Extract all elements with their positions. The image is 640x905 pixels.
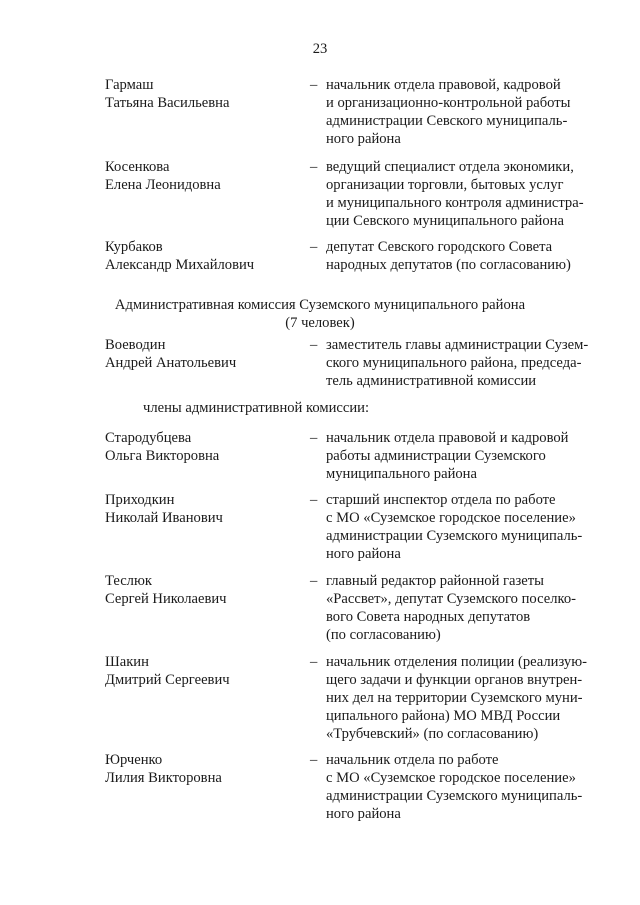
member-position (326, 76, 601, 148)
dash: – (310, 430, 318, 446)
member-position (326, 158, 601, 230)
surname: Курбаков (105, 239, 163, 255)
given-names: Александр Михайлович (105, 257, 255, 273)
given-names: Сергей Николаевич (105, 591, 227, 607)
position-line: ного района (326, 806, 401, 822)
member-name (105, 238, 295, 274)
member-position (326, 238, 601, 274)
commission-heading (0, 296, 640, 332)
position-line: ведущий специалист отдела экономики, (326, 159, 574, 175)
position-line: народных депутатов (по согласованию) (326, 257, 571, 273)
member-name (105, 336, 295, 372)
dash: – (310, 654, 318, 670)
given-names: Николай Иванович (105, 510, 223, 526)
dash: – (310, 159, 318, 175)
member-position (326, 336, 601, 390)
given-names: Андрей Анатольевич (105, 355, 237, 371)
position-line: администрации Суземского муниципаль- (326, 528, 583, 544)
dash: – (310, 492, 318, 508)
surname: Стародубцева (105, 430, 192, 446)
position-line: начальник отдела правовой, кадровой (326, 77, 561, 93)
surname: Воеводин (105, 337, 166, 353)
position-line: старший инспектор отдела по работе (326, 492, 556, 508)
member-name (105, 158, 295, 194)
position-line: ципального района) МО МВД России (326, 708, 561, 724)
dash: – (310, 239, 318, 255)
position-line: ного района (326, 131, 401, 147)
surname: Гармаш (105, 77, 154, 93)
position-line: муниципального района (326, 466, 477, 482)
given-names: Лилия Викторовна (105, 770, 222, 786)
dash: – (310, 752, 318, 768)
member-name (105, 653, 295, 689)
given-names: Елена Леонидовна (105, 177, 221, 193)
given-names: Ольга Викторовна (105, 448, 220, 464)
surname: Юрченко (105, 752, 163, 768)
position-line: щего задачи и функции органов внутрен- (326, 672, 583, 688)
surname: Шакин (105, 654, 149, 670)
commission-title: Административная комиссия Суземского муниципального района (114, 297, 526, 313)
position-line: них дел на территории Суземского муни- (326, 690, 583, 706)
position-line: вого Совета народных депутатов (326, 609, 531, 625)
position-line: ного района (326, 546, 401, 562)
position-line: тель административной комиссии (326, 373, 537, 389)
member-position (326, 751, 601, 823)
member-name (105, 76, 295, 112)
member-position (326, 653, 601, 743)
members-heading: члены административной комиссии: (143, 400, 370, 416)
member-position (326, 491, 601, 563)
member-name (105, 751, 295, 787)
dash: – (310, 573, 318, 589)
member-name (105, 572, 295, 608)
position-line: начальник отделения полиции (реализую- (326, 654, 587, 670)
position-line: начальник отдела по работе (326, 752, 499, 768)
position-line: заместитель главы администрации Сузем- (326, 337, 589, 353)
commission-count: (7 человек) (285, 315, 355, 331)
given-names: Татьяна Васильевна (105, 95, 230, 111)
position-line: администрации Суземского муниципаль- (326, 788, 583, 804)
position-line: организации торговли, бытовых услуг (326, 177, 564, 193)
surname: Теслюк (105, 573, 152, 589)
dash: – (310, 77, 318, 93)
position-line: ции Севского муниципального района (326, 213, 564, 229)
position-line: с МО «Суземское городское поселение» (326, 510, 576, 526)
position-line: «Рассвет», депутат Суземского поселко- (326, 591, 577, 607)
position-line: главный редактор районной газеты (326, 573, 544, 589)
position-line: (по согласованию) (326, 627, 441, 643)
page-number: 23 (312, 41, 328, 57)
member-name (105, 429, 295, 465)
surname: Косенкова (105, 159, 170, 175)
position-line: ского муниципального района, председа- (326, 355, 582, 371)
position-line: депутат Севского городского Совета (326, 239, 553, 255)
position-line: «Трубчевский» (по согласованию) (326, 726, 539, 742)
member-position (326, 429, 601, 483)
position-line: начальник отдела правовой и кадровой (326, 430, 569, 446)
member-name (105, 491, 295, 527)
position-line: и муниципального контроля администра- (326, 195, 584, 211)
dash: – (310, 337, 318, 353)
position-line: администрации Севского муниципаль- (326, 113, 568, 129)
position-line: и организационно-контрольной работы (326, 95, 571, 111)
surname: Приходкин (105, 492, 175, 508)
given-names: Дмитрий Сергеевич (105, 672, 230, 688)
member-position (326, 572, 601, 644)
position-line: с МО «Суземское городское поселение» (326, 770, 576, 786)
position-line: работы администрации Суземского (326, 448, 546, 464)
